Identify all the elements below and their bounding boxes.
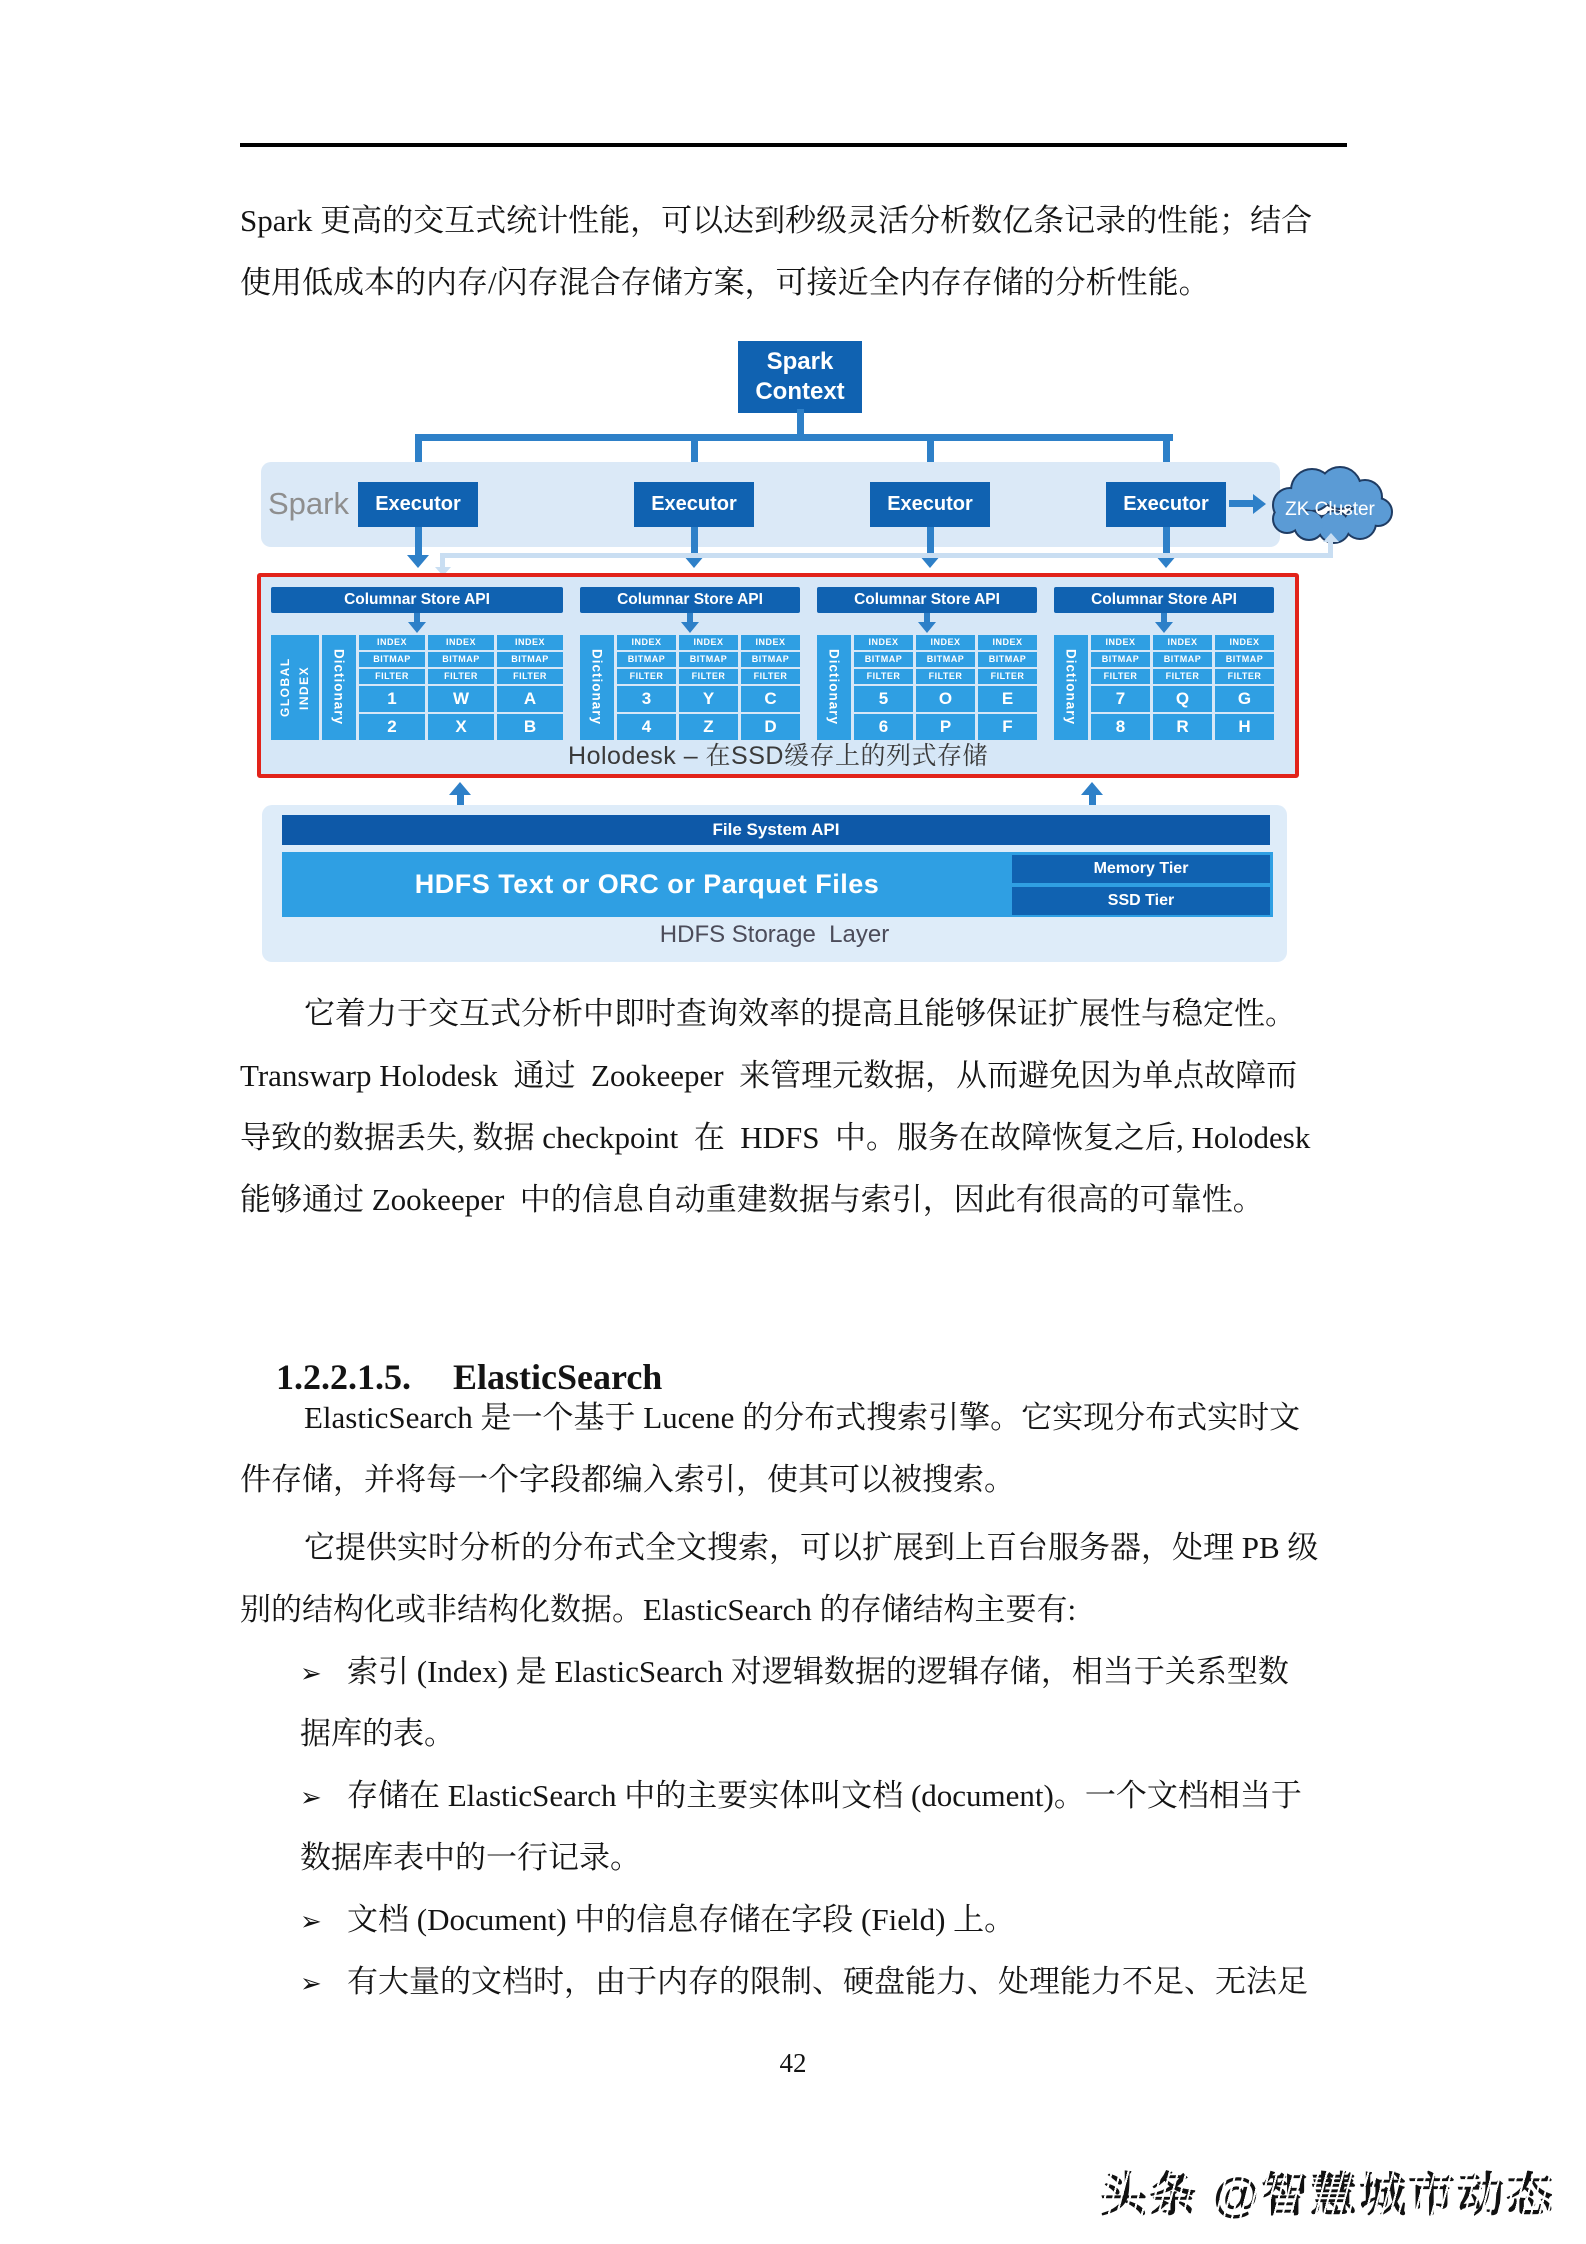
bitmap-label: BITMAP bbox=[497, 652, 563, 667]
store-column bbox=[679, 635, 738, 740]
arrow-shaft bbox=[415, 527, 422, 557]
arrow-shaft bbox=[1229, 500, 1253, 507]
index-label: INDEX bbox=[617, 635, 676, 650]
value-cell: Y bbox=[679, 686, 738, 712]
list-item bbox=[240, 1641, 1356, 1703]
dictionary-cell: Dictionary bbox=[322, 635, 356, 740]
page-number: 42 bbox=[779, 2048, 807, 2078]
bullet-arrow-icon: ➢ bbox=[300, 1969, 322, 1999]
columnar-store-api-bar: Columnar Store API bbox=[1054, 587, 1274, 613]
filter-label: FILTER bbox=[1215, 669, 1274, 684]
paragraph-elasticsearch-structure bbox=[240, 1517, 1356, 2013]
filter-label: FILTER bbox=[428, 669, 494, 684]
index-label: INDEX bbox=[1153, 635, 1212, 650]
index-label: INDEX bbox=[497, 635, 563, 650]
index-label: INDEX bbox=[359, 635, 425, 650]
store-column bbox=[1153, 635, 1212, 740]
value-cell: F bbox=[978, 714, 1037, 740]
holodesk-caption: Holodesk – 在SSD缓存上的列式存储 bbox=[568, 742, 988, 770]
executor-box: Executor bbox=[358, 482, 478, 527]
filter-label: FILTER bbox=[1091, 669, 1150, 684]
value-cell: 6 bbox=[854, 714, 913, 740]
list-item bbox=[240, 1889, 1356, 1951]
value-cell: C bbox=[741, 686, 800, 712]
list-item-text: 有大量的文档时，由于内存的限制、硬盘能力、处理能力不足、无法足 bbox=[347, 1964, 1308, 1999]
value-cell: W bbox=[428, 686, 494, 712]
value-cell: Z bbox=[679, 714, 738, 740]
filter-label: FILTER bbox=[978, 669, 1037, 684]
spark-band-label: Spark bbox=[268, 486, 349, 521]
text-line: 导致的数据丢失, 数据 checkpoint 在 HDFS 中。服务在故障恢复之后, Holodesk bbox=[240, 1120, 1311, 1155]
dictionary-cell: Dictionary bbox=[580, 635, 614, 740]
section-title: ElasticSearch bbox=[453, 1357, 663, 1397]
bitmap-label: BITMAP bbox=[978, 652, 1037, 667]
index-label: INDEX bbox=[854, 635, 913, 650]
filter-label: FILTER bbox=[916, 669, 975, 684]
light-up-arrow-icon bbox=[1323, 533, 1339, 542]
columnar-store-group bbox=[817, 587, 1037, 740]
text-line: Transwarp Holodesk 通过 Zookeeper 来管理元数据，从而避免因为单点故障而 bbox=[240, 1058, 1298, 1093]
value-cell: Q bbox=[1153, 686, 1212, 712]
bullet-arrow-icon: ➢ bbox=[300, 1907, 322, 1937]
store-column bbox=[854, 635, 913, 740]
filter-label: FILTER bbox=[617, 669, 676, 684]
holodesk-red-box bbox=[257, 573, 1299, 778]
text-line: ElasticSearch 是一个基于 Lucene 的分布式搜索引擎。它实现分布式实时文 bbox=[304, 1400, 1301, 1435]
feedback-line bbox=[440, 553, 1333, 558]
bitmap-label: BITMAP bbox=[1215, 652, 1274, 667]
bitmap-label: BITMAP bbox=[1153, 652, 1212, 667]
list-item bbox=[240, 1765, 1356, 1827]
bitmap-label: BITMAP bbox=[916, 652, 975, 667]
bitmap-label: BITMAP bbox=[428, 652, 494, 667]
hdfs-files-label: HDFS Text or ORC or Parquet Files bbox=[414, 869, 880, 899]
text-line: 别的结构化或非结构化数据。ElasticSearch 的存储结构主要有: bbox=[240, 1592, 1077, 1627]
value-cell: G bbox=[1215, 686, 1274, 712]
value-cell: 7 bbox=[1091, 686, 1150, 712]
section-heading bbox=[240, 1284, 663, 1397]
columnar-store-group bbox=[1054, 587, 1274, 740]
text-line: 能够通过 Zookeeper 中的信息自动重建数据与索引，因此有很高的可靠性。 bbox=[240, 1182, 1264, 1217]
filter-label: FILTER bbox=[679, 669, 738, 684]
text-line: 它着力于交互式分析中即时查询效率的提高且能够保证扩展性与稳定性。 bbox=[304, 996, 1296, 1031]
list-item-text: 文档 (Document) 中的信息存储在字段 (Field) 上。 bbox=[347, 1902, 1016, 1937]
hdfs-storage-layer-label: HDFS Storage Layer bbox=[659, 921, 890, 948]
list-item-continuation: 数据库表中的一行记录。 bbox=[300, 1840, 641, 1875]
value-cell: X bbox=[428, 714, 494, 740]
index-label: INDEX bbox=[1215, 635, 1274, 650]
hdfs-files-bar bbox=[282, 852, 1273, 917]
value-cell: O bbox=[916, 686, 975, 712]
down-arrow-icon bbox=[1054, 613, 1274, 635]
store-column bbox=[916, 635, 975, 740]
connector-line bbox=[797, 409, 804, 437]
file-system-api-bar: File System API bbox=[282, 815, 1270, 845]
paragraph-elasticsearch-intro bbox=[240, 1387, 1356, 1511]
feedback-line bbox=[1328, 541, 1333, 555]
branch-line bbox=[415, 434, 1173, 441]
store-column bbox=[497, 635, 563, 740]
global-index-cell: GLOBAL INDEX bbox=[271, 635, 319, 740]
filter-label: FILTER bbox=[741, 669, 800, 684]
filter-label: FILTER bbox=[854, 669, 913, 684]
index-label: INDEX bbox=[978, 635, 1037, 650]
filter-label: FILTER bbox=[497, 669, 563, 684]
value-cell: A bbox=[497, 686, 563, 712]
store-column bbox=[617, 635, 676, 740]
store-column bbox=[1091, 635, 1150, 740]
columnar-store-group bbox=[271, 587, 563, 740]
text-line: Spark 更高的交互式统计性能，可以达到秒级灵活分析数亿条记录的性能；结合 bbox=[240, 203, 1313, 238]
section-number: 1.2.2.1.5. bbox=[276, 1357, 411, 1397]
filter-label: FILTER bbox=[1153, 669, 1212, 684]
bitmap-label: BITMAP bbox=[359, 652, 425, 667]
index-label: INDEX bbox=[679, 635, 738, 650]
store-column bbox=[741, 635, 800, 740]
columnar-store-api-bar: Columnar Store API bbox=[817, 587, 1037, 613]
value-cell: R bbox=[1153, 714, 1212, 740]
header-rule bbox=[240, 143, 1347, 147]
paragraph-spark-performance bbox=[240, 190, 1356, 314]
down-arrow-icon bbox=[580, 613, 800, 635]
bitmap-label: BITMAP bbox=[617, 652, 676, 667]
down-arrow-icon bbox=[407, 555, 429, 568]
index-label: INDEX bbox=[1091, 635, 1150, 650]
value-cell: 1 bbox=[359, 686, 425, 712]
store-column bbox=[359, 635, 425, 740]
memory-tier-bar: Memory Tier bbox=[1012, 855, 1270, 883]
columnar-store-group bbox=[580, 587, 800, 740]
list-item-text: 存储在 ElasticSearch 中的主要实体叫文档 (document)。一个文档相当于 bbox=[347, 1778, 1302, 1813]
store-column bbox=[1215, 635, 1274, 740]
list-item-continuation: 据库的表。 bbox=[300, 1716, 455, 1751]
value-cell: D bbox=[741, 714, 800, 740]
paragraph-holodesk-zookeeper bbox=[240, 983, 1356, 1231]
executor-box: Executor bbox=[634, 482, 754, 527]
bitmap-label: BITMAP bbox=[679, 652, 738, 667]
columnar-store-api-bar: Columnar Store API bbox=[580, 587, 800, 613]
store-column bbox=[978, 635, 1037, 740]
bitmap-label: BITMAP bbox=[741, 652, 800, 667]
dictionary-cell: Dictionary bbox=[1054, 635, 1088, 740]
hdfs-storage-panel bbox=[262, 805, 1287, 962]
value-cell: 4 bbox=[617, 714, 676, 740]
text-line: 使用低成本的内存/闪存混合存储方案，可接近全内存存储的分析性能。 bbox=[240, 265, 1210, 300]
text-line: 件存储，并将每一个字段都编入索引，使其可以被搜索。 bbox=[240, 1462, 1015, 1497]
spark-context-line1: Spark bbox=[766, 348, 834, 375]
zk-cluster-label: ZK Cluster bbox=[1285, 499, 1375, 520]
bitmap-label: BITMAP bbox=[1091, 652, 1150, 667]
ssd-tier-bar: SSD Tier bbox=[1012, 887, 1270, 915]
columnar-store-api-bar: Columnar Store API bbox=[271, 587, 563, 613]
value-cell: 3 bbox=[617, 686, 676, 712]
executor-box: Executor bbox=[870, 482, 990, 527]
columnar-store-groups bbox=[271, 587, 1274, 740]
value-cell: E bbox=[978, 686, 1037, 712]
down-arrow-icon bbox=[271, 613, 563, 635]
value-cell: 5 bbox=[854, 686, 913, 712]
text-line: 它提供实时分析的分布式全文搜索，可以扩展到上百台服务器，处理 PB 级 bbox=[304, 1530, 1319, 1565]
index-label: INDEX bbox=[916, 635, 975, 650]
list-item-text: 索引 (Index) 是 ElasticSearch 对逻辑数据的逻辑存储，相当于关系型数 bbox=[347, 1654, 1289, 1689]
value-cell: H bbox=[1215, 714, 1274, 740]
watermark: 头条 @智慧城市动态 bbox=[1100, 2158, 1555, 2225]
value-cell: 8 bbox=[1091, 714, 1150, 740]
executor-box: Executor bbox=[1106, 482, 1226, 527]
bullet-arrow-icon: ➢ bbox=[300, 1659, 322, 1689]
dictionary-cell: Dictionary bbox=[817, 635, 851, 740]
value-cell: B bbox=[497, 714, 563, 740]
filter-label: FILTER bbox=[359, 669, 425, 684]
store-column bbox=[428, 635, 494, 740]
bullet-arrow-icon: ➢ bbox=[300, 1783, 322, 1813]
spark-context-line2: Context bbox=[755, 378, 845, 405]
value-cell: 2 bbox=[359, 714, 425, 740]
index-label: INDEX bbox=[741, 635, 800, 650]
spark-context-box bbox=[738, 341, 862, 413]
down-arrow-icon bbox=[817, 613, 1037, 635]
bitmap-label: BITMAP bbox=[854, 652, 913, 667]
list-item bbox=[240, 1951, 1356, 2013]
index-label: INDEX bbox=[428, 635, 494, 650]
value-cell: P bbox=[916, 714, 975, 740]
